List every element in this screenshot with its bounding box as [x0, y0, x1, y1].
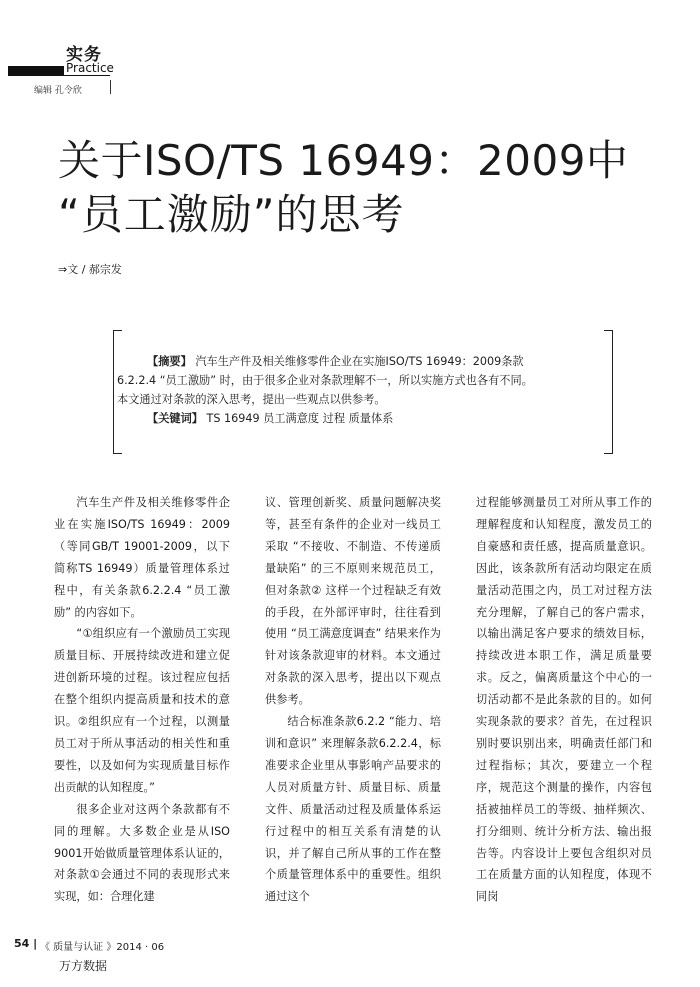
header-bar	[8, 66, 64, 76]
body-column-2	[265, 492, 441, 908]
abstract-text-2: 6.2.2.4 “员工激励” 时，由于很多企业对条款理解不一，所以实施方式也各有不同。	[117, 374, 533, 387]
paragraph: 结合标准条款6.2.2 “能力、培训和意识” 来理解条款6.2.2.4，标准要求企业里从事影响产品要求的人员对质量方针、质量目标、质量文件、质量活动过程及质量体系运行过程中的相互关系有清楚的认识，并了解自己所从事的工作在整个质量管理体系中的重要性。组织通过这个	[265, 715, 441, 904]
abstract-bracket-right	[604, 330, 613, 454]
abstract-text-3: 本文通过对条款的深入思考，提出一些观点以供参考。	[117, 393, 386, 406]
paragraph: 议、管理创新奖、质量问题解决奖等，甚至有条件的企业对一线员工采取 “不接收、不制造、不传递质量缺陷” 的三不原则来规范员工，但对条款② 这样一个过程缺乏有效的手段，在外部评审时，往往看到使用 “员工满意度调查” 结果来作为针对该条款迎审的材料。本文通过对条款的深入思考，提出以下观点供参考。	[265, 496, 441, 707]
keywords-label: 【关键词】	[147, 412, 203, 425]
article-title-line-1: 关于ISO/TS 16949：2009中	[58, 136, 629, 185]
keywords: TS 16949 员工满意度 过程 质量体系	[206, 412, 394, 425]
header-rule	[64, 75, 110, 76]
abstract-text-1: 汽车生产件及相关维修零件企业在实施ISO/TS 16949：2009条款	[195, 355, 524, 368]
paragraph: 汽车生产件及相关维修零件企业在实施ISO/TS 16949：2009（等同GB/T 19001-2009，以下简称TS 16949）质量管理体系过程中，有关条款6.2.2.4 “员工激励” 的内容如下。	[54, 496, 230, 619]
body-column-1	[54, 492, 230, 908]
page-number: 54 |	[14, 937, 38, 950]
journal-issue: 《 质量与认证 》2014 · 06	[40, 942, 165, 953]
article-title-line-2: “员工激励”的思考	[58, 190, 405, 239]
body-column-3	[476, 492, 652, 908]
abstract-content	[117, 352, 599, 428]
paragraph: 很多企业对这两个条款都有不同的理解。大多数企业是从ISO 9001开始做质量管理体系认证的，对条款①会通过不同的表现形式来实现，如：合理化建	[54, 802, 230, 904]
editor-credit: 编辑 孔令欣	[34, 86, 82, 96]
source-watermark: 万方数据	[59, 959, 108, 973]
paragraph: 过程能够测量员工对所从事工作的理解程度和认知程度，激发员工的自豪感和责任感，提高质量意识。因此，该条款所有活动均限定在质量活动范围之内，员工对过程方法充分理解，了解自己的客户需求，以输出满足客户要求的绩效目标，持续改进本职工作，满足质量要求。反之，偏离质量这个中心的一切活动都不是此条款的目的。如何实现条款的要求？首先，在过程识别时要识别出来，明确责任部门和过程指标；其次，要建立一个程序，规范这个测量的操作，内容包括被抽样员工的等级、抽样频次、打分细则、统计分析方法、输出报告等。内容设计上要包含组织对员工在质量方面的认知程度，体现不同岗	[476, 496, 652, 904]
abstract-label: 【摘要】	[147, 355, 192, 368]
editor-divider	[110, 80, 111, 94]
section-title-cn: 实务	[66, 45, 102, 65]
abstract-box	[113, 330, 613, 456]
paragraph: “①组织应有一个激励员工实现质量目标、开展持续改进和建立促进创新环境的过程。该过程应包括在整个组织内提高质量和技术的意识。②组织应有一个过程，以测量员工对于所从事活动的相关性和重要性，以及如何为实现质量目标作出贡献的认知程度。”	[54, 627, 230, 794]
author-byline: ⇒文 / 郝宗发	[58, 263, 122, 276]
section-title-en: Practice	[66, 61, 114, 75]
